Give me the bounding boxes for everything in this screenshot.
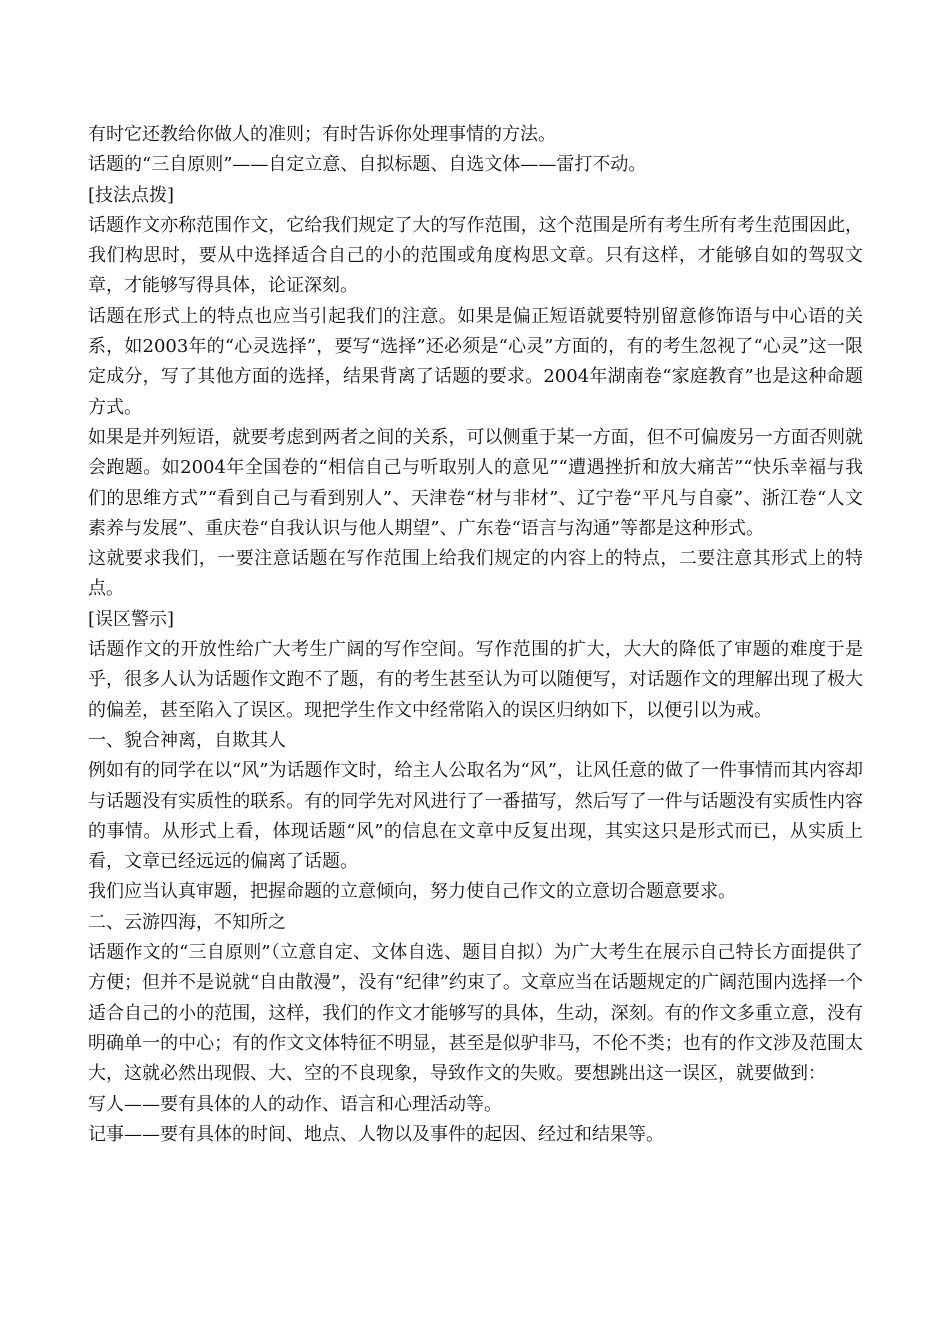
paragraph-requirements: 这就要求我们，一要注意话题在写作范围上给我们规定的内容上的特点，二要注意其形式上的特点。	[88, 548, 863, 600]
paragraph-narrating-events: 记事——要有具体的时间、地点、人物以及事件的起因、经过和结果等。	[88, 1123, 664, 1145]
paragraph-scope-writing: 话题作文亦称范围作文，它给我们规定了大的写作范围，这个范围是所有考生所有考生范围因此，我们构思时，要从中选择适合自己的小的范围或角度构思文章。只有这样，才能够自如的驾驭文章，才能够写得具体，论证深刻。	[88, 214, 863, 297]
document-page	[88, 120, 863, 1150]
paragraph-careful-reading: 我们应当认真审题，把握命题的立意倾向，努力使自己作文的立意切合题意要求。	[88, 881, 736, 903]
paragraph-conduct-principles: 有时它还教给你做人的准则；有时告诉你处理事情的方法。	[88, 124, 556, 145]
paragraph-parallel-phrases: 如果是并列短语，就要考虑到两者之间的关系，可以侧重于某一方面，但不可偏废另一方面否则就会跑题。如2004年全国卷的“相信自己与听取别人的意见”“遭遇挫折和放大痛苦”“快乐幸福与我们的思维方式”“看到自己与看到别人”、天津卷“材与非材”、辽宁卷“平凡与自豪”、浙江卷“人文素养与发展”、重庆卷“自我认识与他人期望”、广东卷“语言与沟通”等都是这种形式。	[88, 426, 863, 539]
paragraph-three-self-detail: 话题作文的“三自原则”（立意自定、文体自选、题目自拟）为广大考生在展示自己特长方面提供了方便；但并不是说就“自由散漫”，没有“纪律”约束了。文章应当在话题规定的广阔范围内选择一个适合自己的小的范围，这样，我们的作文才能够写的具体，生动，深刻。有的作文多重立意，没有明确单一的中心；有的作文文体特征不明显，甚至是似驴非马，不伦不类；也有的作文涉及范围太大，这就必然出现假、大、空的不良现象，导致作文的失败。要想跳出这一误区，就要做到：	[88, 942, 863, 1085]
paragraph-openness: 话题作文的开放性给广大考生广阔的写作空间。写作范围的扩大，大大的降低了审题的难度于是乎，很多人认为话题作文跑不了题，有的考生甚至认为可以随便写，对话题作文的理解出现了极大的偏差，甚至陷入了误区。现把学生作文中经常陷入的误区归纳如下，以便引以为戒。	[88, 639, 863, 721]
section-label-pitfalls: [误区警示]	[88, 608, 175, 630]
paragraph-writing-people: 写人——要有具体的人的动作、语言和心理活动等。	[88, 1093, 502, 1115]
paragraph-form-features: 话题在形式上的特点也应当引起我们的注意。如果是偏正短语就要特别留意修饰语与中心语的关系，如2003年的“心灵选择”，要写“选择”还必须是“心灵”方面的，有的考生忽视了“心灵”这一限定成分，写了其他方面的选择，结果背离了话题的要求。2004年湖南卷“家庭教育”也是这种命题方式。	[88, 305, 863, 418]
heading-pitfall-two: 二、云游四海，不知所之	[88, 911, 286, 933]
paragraph-wind-example: 例如有的同学在以“风”为话题作文时，给主人公取名为“风”，让风任意的做了一件事情而其内容却与话题没有实质性的联系。有的同学先对风进行了一番描写，然后写了一件与话题没有实质性内容的事情。从形式上看，体现话题“风”的信息在文章中反复出现，其实这只是形式而已，从实质上看，文章已经远远的偏离了话题。	[88, 760, 863, 873]
section-label-technique: [技法点拨]	[88, 184, 175, 206]
heading-pitfall-one: 一、貌合神离，自欺其人	[88, 729, 286, 751]
paragraph-three-self-principle: 话题的“三自原则”——自定立意、自拟标题、自选文体——雷打不动。	[88, 154, 647, 176]
